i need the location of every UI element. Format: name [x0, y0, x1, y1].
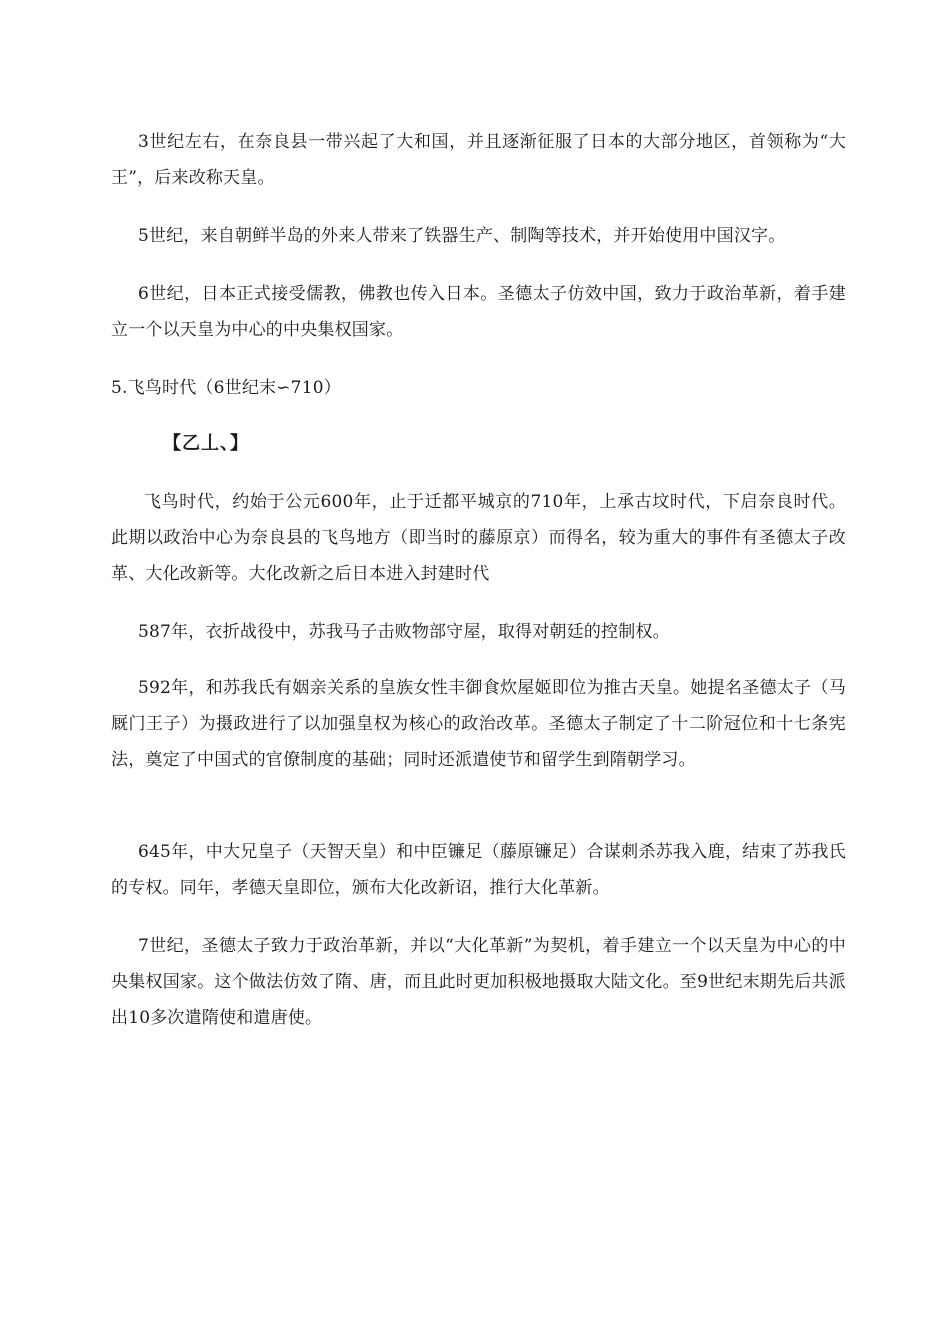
paragraph-645: 645年，中大兄皇子（天智天皇）和中臣镰足（藤原镰足）合谋刺杀苏我入鹿，结束了苏我氏的专权。同年，孝德天皇即位，颁布大化改新诏，推行大化革新。	[111, 842, 846, 898]
bracket-label: 【乙丄、】	[163, 433, 249, 454]
paragraph-asuka-intro: 飞鸟时代，约始于公元600年，止于迁都平城京的710年，上承古坟时代，下启奈良时代。此期以政治中心为奈良县的飞鸟地方（即当时的藤原京）而得名，较为重大的事件有圣德太子改革、大化改新等。大化改新之后日本进入封建时代	[111, 492, 846, 584]
paragraph-5th-century: 5世纪，来自朝鲜半岛的外来人带来了铁器生产、制陶等技术，并开始使用中国汉字。	[138, 226, 786, 246]
paragraph-7th-century: 7世纪，圣德太子致力于政治革新，并以“大化革新”为契机，着手建立一个以天皇为中心的中央集权国家。这个做法仿效了隋、唐，而且此时更加积极地摄取大陆文化。至9世纪末期先后共派出10多次遣隋使和遣唐使。	[111, 936, 846, 1028]
paragraph-587: 587年，衣折战役中，苏我马子击败物部守屋，取得对朝廷的控制权。	[138, 622, 670, 642]
paragraph-592: 592年，和苏我氏有姻亲关系的皇族女性丰御食炊屋姬即位为推古天皇。她提名圣德太子（马厩门王子）为摄政进行了以加强皇权为核心的政治改革。圣德太子制定了十二阶冠位和十七条宪法，奠定了中国式的官僚制度的基础；同时还派遣使节和留学生到隋朝学习。	[111, 678, 846, 770]
paragraph-yamato: 3世纪左右，在奈良县一带兴起了大和国，并且逐渐征服了日本的大部分地区，首领称为“大王”，后来改称天皇。	[111, 132, 846, 188]
section-heading-asuka: 5.飞鸟时代（6世纪末∽710）	[111, 378, 341, 398]
paragraph-6th-century: 6世纪，日本正式接受儒教，佛教也传入日本。圣德太子仿效中国，致力于政治革新，着手建立一个以天皇为中心的中央集权国家。	[111, 284, 846, 340]
